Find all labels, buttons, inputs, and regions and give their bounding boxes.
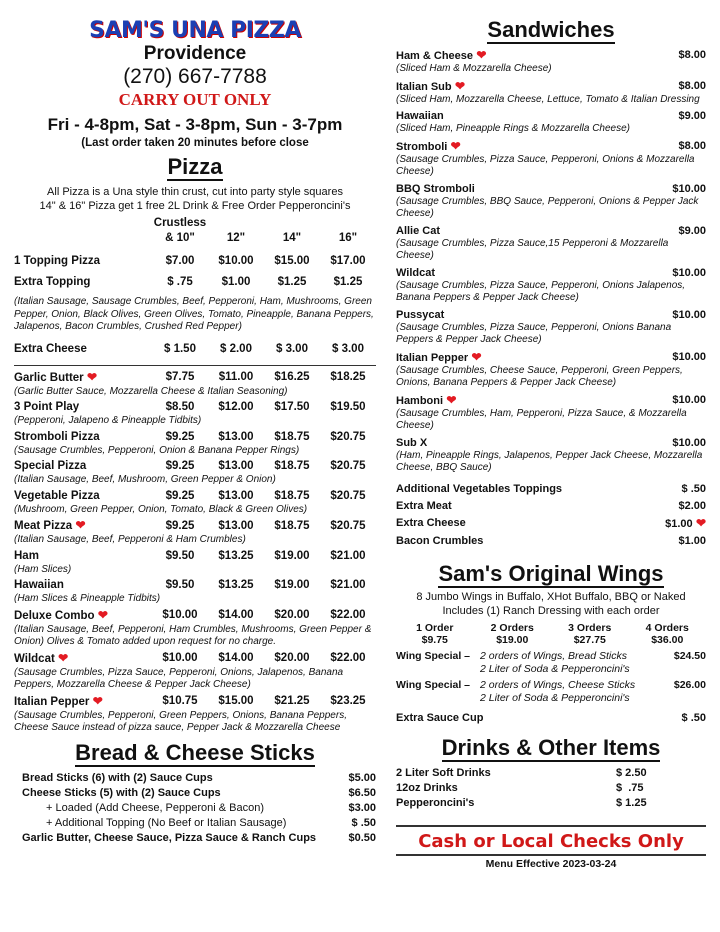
topping-rows	[14, 254, 376, 290]
pizza-price: $20.75	[330, 489, 366, 502]
item-name: Extra Cheese	[14, 342, 87, 355]
pizza-name	[14, 549, 152, 564]
pizza-name	[14, 430, 152, 445]
pizza-price: $10.75	[162, 695, 198, 707]
extra-price-text: $ .50	[681, 482, 706, 495]
bread-price: $3.00	[348, 801, 376, 814]
pizza-desc: (Ham Slices)	[14, 563, 72, 575]
extra-sauce-name: Extra Sauce Cup	[396, 711, 484, 724]
pizza-price: $22.00	[330, 609, 366, 621]
sandwich-row	[396, 308, 706, 322]
sandwich-name	[396, 436, 646, 450]
pizza-name-text: Garlic Butter	[14, 371, 84, 384]
sandwich-desc: (Sausage Crumbles, Ham, Pepperoni, Pizza Sauce, & Mozzarella Cheese)	[396, 407, 687, 431]
pizza-price: $14.00	[218, 652, 254, 664]
right-column	[396, 18, 706, 870]
drinks-list	[396, 766, 706, 811]
extra-cheese-row	[14, 342, 376, 357]
sandwich-desc: (Sliced Ham, Mozzarella Cheese, Lettuce, Tomato & Italian Dressing	[396, 93, 700, 105]
price-row	[14, 275, 376, 290]
extra-name: Extra Cheese	[396, 516, 466, 529]
sandwich-row	[396, 109, 706, 123]
sandwich-item	[396, 224, 706, 263]
pizza-row	[14, 578, 376, 593]
sandwich-name-text: Hawaiian	[396, 110, 444, 122]
sandwich-item	[396, 308, 706, 347]
pizza-row	[14, 518, 376, 534]
pizza-price: $13.25	[218, 549, 254, 562]
pizza-price: $8.50	[165, 401, 195, 413]
sandwich-name-text: Pussycat	[396, 308, 445, 321]
pizza-item	[14, 430, 376, 458]
sandwich-price: $10.00	[672, 266, 706, 279]
pizza-price: $11.00	[218, 371, 254, 383]
sandwich-extras-list	[396, 481, 706, 550]
item-price: $15.00	[274, 255, 310, 267]
sandwich-price: $10.00	[672, 436, 706, 449]
sandwich-price: $10.00	[672, 393, 706, 406]
sandwich-name-text: Italian Sub	[396, 80, 452, 93]
pizza-row	[14, 370, 376, 386]
pizza-row	[14, 694, 376, 710]
wing-order-price: $36.00	[651, 634, 684, 646]
sandwich-price: $10.00	[672, 182, 706, 195]
wing-special-desc	[476, 650, 656, 676]
pizza-price: $13.25	[218, 579, 254, 591]
pizza-price: $10.00	[162, 652, 198, 664]
pizza-price: $19.00	[274, 579, 310, 591]
heart-icon: ❤	[451, 78, 466, 93]
item-price: $1.00	[221, 276, 251, 288]
pizza-name	[14, 694, 152, 710]
item-price: $ 3.00	[276, 342, 308, 355]
wing-special-desc	[476, 679, 656, 705]
wing-order-price: $19.00	[496, 634, 529, 646]
pizza-desc: (Pepperoni, Jalapeno & Pineapple Tidbits)	[14, 415, 202, 426]
price-row	[14, 254, 376, 269]
sandwich-list	[396, 48, 706, 475]
drink-item	[396, 796, 706, 811]
pizza-row	[14, 430, 376, 445]
pizza-desc: (Mushroom, Green Pepper, Onion, Tomato, Black & Green Olives)	[14, 503, 308, 515]
sandwich-item	[396, 350, 706, 390]
left-column	[14, 18, 376, 846]
sandwich-name-text: Stromboli	[396, 140, 448, 153]
bread-name: Bread Sticks (6) with (2) Sauce Cups	[22, 771, 213, 784]
sandwich-row	[396, 79, 706, 94]
wing-special-price: $26.00	[673, 678, 706, 691]
bread-list	[14, 771, 376, 846]
sandwich-price: $9.00	[678, 110, 706, 122]
item-price: $7.00	[165, 255, 195, 267]
bread-price: $0.50	[348, 831, 376, 844]
heart-icon: ❤	[89, 693, 103, 708]
pizza-price: $20.75	[330, 430, 366, 443]
item-price: $ 3.00	[332, 342, 364, 355]
pizza-desc: (Italian Sausage, Beef, Pepperoni, Ham Crumbles, Mushrooms, Green Pepper & Onion) Olives & Tomato added upon request for no charge.	[14, 623, 372, 647]
extra-price-text: $1.00	[678, 534, 706, 547]
pizza-desc: (Ham Slices & Pineapple Tidbits)	[14, 593, 161, 604]
pizza-price: $20.75	[330, 460, 366, 472]
pizza-title: Pizza	[167, 154, 223, 179]
pizza-name-text: Meat Pizza	[14, 520, 73, 532]
extra-sauce-price: $ .50	[681, 711, 706, 724]
heart-icon: ❤	[72, 518, 86, 532]
wing-special	[396, 650, 706, 676]
size-header-row	[14, 216, 376, 246]
wing-special-l2: 2 Liter of Soda & Pepperoncini's	[480, 691, 630, 704]
bread-item	[22, 816, 376, 831]
pizza-price: $12.00	[218, 401, 254, 413]
pizza-price: $9.50	[165, 579, 195, 591]
sandwich-item	[396, 109, 706, 136]
pizza-name	[14, 400, 152, 415]
pizza-name-text: Vegetable Pizza	[14, 489, 100, 502]
extra-row	[396, 498, 706, 515]
pizza-price: $19.50	[330, 401, 366, 413]
pizza-row	[14, 549, 376, 564]
wing-specials	[396, 650, 706, 705]
pizza-price: $21.25	[274, 695, 310, 707]
pizza-desc: (Sausage Crumbles, Pepperoni, Onion & Banana Pepper Rings)	[14, 444, 300, 456]
sandwich-item	[396, 393, 706, 433]
pizza-price: $20.00	[274, 609, 310, 621]
drink-name: 2 Liter Soft Drinks	[396, 766, 491, 779]
pizza-name-text: Italian Pepper	[14, 695, 90, 708]
pizza-price: $21.00	[330, 579, 366, 591]
last-order-note: (Last order taken 20 minutes before close	[81, 137, 309, 149]
bread-price: $5.00	[348, 771, 376, 784]
drink-price: $ 2.50	[616, 766, 647, 779]
bread-item	[22, 786, 376, 801]
wing-orders	[396, 622, 706, 647]
wing-special-l1: 2 orders of Wings, Cheese Sticks	[480, 678, 636, 691]
pizza-price: $23.25	[330, 695, 366, 707]
heart-icon: ❤	[473, 48, 487, 62]
pizza-price: $13.00	[218, 460, 254, 472]
wing-order-label: 3 Orders	[568, 621, 612, 634]
pizza-price: $17.50	[274, 401, 310, 413]
pizza-price: $20.00	[274, 652, 310, 664]
wings-title: Sam's Original Wings	[438, 560, 664, 586]
item-price: $ 1.50	[164, 342, 196, 355]
heart-icon: ❤	[54, 650, 69, 665]
wing-order-price: $9.75	[421, 634, 448, 646]
sandwich-desc: (Sausage Crumbles, Pizza Sauce, Pepperoni, Onions Banana Peppers & Pepper Jack Cheese)	[396, 321, 672, 345]
item-name: Extra Topping	[14, 276, 91, 288]
sandwich-row	[396, 266, 706, 280]
item-price: $ .75	[167, 276, 193, 288]
sandwich-price: $8.00	[678, 79, 706, 92]
pizza-price: $18.75	[274, 519, 310, 532]
sandwich-row	[396, 224, 706, 238]
bread-name: Garlic Butter, Cheese Sauce, Pizza Sauce & Ranch Cups	[22, 831, 317, 844]
pizza-name-text: Special Pizza	[14, 460, 87, 472]
sandwich-desc: (Sausage Crumbles, Cheese Sauce, Pepperoni, Green Peppers, Onions, Banana Peppers & Pepper Jack Cheese)	[396, 364, 683, 388]
pizza-row	[14, 459, 376, 474]
pizza-price: $18.25	[330, 371, 366, 383]
pizza-row	[14, 651, 376, 667]
sandwich-desc: (Ham, Pineapple Rings, Jalapenos, Pepper Jack Cheese, Mozzarella Cheese, BBQ Sauce)	[396, 449, 703, 473]
sandwich-desc: (Sausage Crumbles, Pizza Sauce, Pepperoni, Onions Jalapenos, Banana Peppers & Pepper Jack Cheese)	[396, 279, 686, 303]
pizza-name-text: Stromboli Pizza	[14, 430, 100, 443]
pizza-price: $9.50	[165, 549, 195, 562]
extra-row	[396, 481, 706, 498]
extra-name: Bacon Crumbles	[396, 534, 484, 547]
pizza-price: $13.00	[218, 489, 254, 502]
wing-order-prices	[396, 634, 706, 647]
pizza-price: $13.00	[218, 430, 254, 443]
item-price: $ 2.00	[220, 342, 252, 355]
pizza-price: $18.75	[274, 430, 310, 443]
sandwich-row	[396, 182, 706, 196]
sandwich-item	[396, 266, 706, 305]
sandwich-row	[396, 48, 706, 63]
sandwich-item	[396, 48, 706, 76]
extra-price-text: $1.00	[665, 517, 693, 530]
extra-name: Additional Vegetables Toppings	[396, 482, 563, 495]
pizza-price: $13.00	[218, 519, 254, 532]
phone-number: (270) 667-7788	[123, 65, 267, 88]
size-header: 12"	[226, 232, 246, 244]
pizza-name-text: Wildcat	[14, 652, 55, 665]
wing-order-label: 2 Orders	[490, 621, 534, 634]
extra-name: Extra Meat	[396, 499, 452, 512]
wing-special-price: $24.50	[673, 649, 706, 662]
pizza-intro-2: 14" & 16" Pizza get 1 free 2L Drink & Free Order Pepperoncini's	[39, 200, 351, 212]
extra-row	[396, 515, 706, 533]
price-row	[14, 342, 376, 357]
sandwich-row	[396, 139, 706, 154]
wing-special	[396, 679, 706, 705]
brand-title: SAM'S UNA PIZZA	[89, 18, 301, 43]
pizza-item	[14, 370, 376, 399]
pizza-item	[14, 608, 376, 649]
sandwich-name	[396, 224, 646, 238]
pizza-item	[14, 578, 376, 606]
sandwich-name	[396, 139, 646, 154]
bread-item	[22, 771, 376, 786]
sandwich-desc: (Sliced Ham, Pineapple Rings & Mozzarella Cheese)	[396, 123, 630, 134]
pizza-intro-1: All Pizza is a Una style thin crust, cut into party style squares	[47, 186, 343, 198]
pizza-name	[14, 459, 152, 474]
pizza-name	[14, 578, 152, 593]
sandwich-price: $8.00	[678, 139, 706, 152]
city-name: Providence	[143, 43, 247, 64]
wing-special-l1: 2 orders of Wings, Bread Sticks	[480, 649, 627, 662]
sandwich-price: $10.00	[672, 308, 706, 321]
item-price: $1.25	[277, 276, 307, 288]
drink-item	[396, 781, 706, 796]
menu-effective-date: Menu Effective 2023-03-24	[485, 857, 617, 870]
extra-row	[396, 533, 706, 550]
sandwich-price: $8.00	[678, 49, 706, 61]
pizza-price: $18.75	[274, 489, 310, 502]
bread-name: + Additional Topping (No Beef or Italian Sausage)	[46, 816, 287, 829]
pizza-price: $16.25	[274, 371, 310, 383]
bread-price: $6.50	[348, 786, 376, 799]
specialty-pizza-list	[14, 370, 376, 735]
bread-title: Bread & Cheese Sticks	[75, 739, 315, 765]
sandwich-name-text: Allie Cat	[396, 224, 441, 237]
sandwich-desc: (Sausage Crumbles, Pizza Sauce, Pepperoni, Onions & Mozzarella Cheese)	[396, 153, 695, 177]
sandwich-name-text: Sub X	[396, 436, 428, 449]
heart-icon: ❤	[83, 369, 98, 384]
bread-item	[22, 831, 376, 846]
pizza-row	[14, 400, 376, 415]
pizza-name	[14, 370, 152, 386]
pizza-name-text: Hawaiian	[14, 579, 64, 591]
pizza-price: $14.00	[218, 609, 254, 621]
pizza-price: $18.75	[274, 460, 310, 472]
sandwich-name-text: Hamboni	[396, 394, 444, 407]
drink-name: Pepperoncini's	[396, 796, 475, 809]
wing-special-l2: 2 Liter of Soda & Pepperoncini's	[480, 662, 630, 675]
pizza-item	[14, 400, 376, 428]
sandwich-row	[396, 436, 706, 450]
pizza-row	[14, 608, 376, 624]
pizza-item	[14, 651, 376, 692]
wing-special-label: Wing Special –	[396, 649, 471, 662]
bread-name: + Loaded (Add Cheese, Pepperoni & Bacon)	[46, 801, 265, 814]
pizza-price: $7.75	[165, 371, 195, 383]
item-price: $1.25	[333, 276, 363, 288]
heart-icon: ❤	[443, 392, 457, 407]
sandwich-name-text: Wildcat	[396, 266, 436, 279]
wings-desc-1: 8 Jumbo Wings in Buffalo, XHot Buffalo, BBQ or Naked	[416, 590, 686, 603]
heart-icon: ❤	[447, 138, 461, 153]
pizza-name	[14, 651, 152, 667]
pizza-name	[14, 608, 152, 624]
pizza-price: $19.00	[274, 549, 310, 562]
extra-price	[646, 533, 706, 550]
pizza-name-text: 3 Point Play	[14, 401, 80, 413]
extra-price	[646, 498, 706, 515]
bread-price: $ .50	[351, 816, 376, 829]
sandwich-name	[396, 182, 646, 196]
sandwich-item	[396, 182, 706, 221]
sandwich-name	[396, 79, 646, 94]
wing-order-label: 4 Orders	[645, 621, 689, 634]
sandwich-desc: (Sausage Crumbles, BBQ Sauce, Pepperoni, Onions & Pepper Jack Cheese)	[396, 195, 699, 219]
drink-price: $ .75	[616, 781, 644, 794]
sandwich-name-text: Ham & Cheese	[396, 50, 474, 62]
bread-name: Cheese Sticks (5) with (2) Sauce Cups	[22, 786, 221, 799]
pizza-price: $20.75	[330, 519, 366, 532]
extra-price	[646, 515, 706, 533]
pizza-name	[14, 518, 152, 534]
sandwich-name	[396, 266, 646, 280]
sandwich-name	[396, 393, 646, 408]
item-price: $17.00	[330, 255, 366, 267]
extra-sauce-row	[396, 711, 706, 726]
drink-price: $ 1.25	[616, 796, 647, 809]
sandwich-item	[396, 79, 706, 107]
heart-icon: ❤	[468, 349, 482, 364]
sandwich-desc: (Sausage Crumbles, Pizza Sauce,15 Pepperoni & Mozzarella Cheese)	[396, 237, 669, 261]
pizza-name	[14, 489, 152, 504]
size-header: 16"	[338, 232, 358, 244]
sandwich-price: $9.00	[678, 224, 706, 237]
pizza-price: $21.00	[330, 549, 366, 562]
pizza-price: $9.25	[165, 489, 195, 502]
wing-order-price: $27.75	[573, 634, 606, 646]
wings-desc-2: Includes (1) Ranch Dressing with each order	[442, 604, 660, 617]
pizza-item	[14, 489, 376, 517]
bread-item	[22, 801, 376, 816]
sandwich-name-text: Italian Pepper	[396, 351, 469, 364]
pizza-price: $9.25	[165, 430, 195, 443]
sandwich-name	[396, 48, 646, 63]
pizza-name-text: Ham	[14, 549, 39, 562]
pizza-item	[14, 694, 376, 735]
sandwich-name	[396, 308, 646, 322]
drink-name: 12oz Drinks	[396, 781, 458, 794]
pizza-desc: (Italian Sausage, Beef, Mushroom, Green Pepper & Onion)	[14, 474, 276, 485]
pizza-desc: (Sausage Crumbles, Pepperoni, Green Peppers, Onions, Banana Peppers, Cheese Sauce instead of pizza sauce, Pepper Jack & Mozzarella Cheese	[14, 709, 347, 733]
sandwich-row	[396, 393, 706, 408]
pizza-price: $9.25	[165, 519, 195, 532]
wing-order-labels	[396, 622, 706, 635]
pizza-item	[14, 518, 376, 547]
sandwich-name	[396, 109, 646, 123]
pizza-price: $15.00	[218, 695, 254, 707]
carry-out-notice: CARRY OUT ONLY	[118, 90, 272, 109]
heart-icon: ❤	[692, 515, 706, 530]
sandwich-row	[396, 350, 706, 365]
size-header: Crustless & 10"	[153, 217, 207, 244]
sandwich-name-text: BBQ Stromboli	[396, 182, 475, 195]
item-name: 1 Topping Pizza	[14, 255, 101, 267]
sandwich-item	[396, 139, 706, 179]
wing-order-label: 1 Order	[416, 621, 454, 634]
sandwich-name	[396, 350, 646, 365]
heart-icon: ❤	[94, 607, 108, 622]
hours: Fri - 4-8pm, Sat - 3-8pm, Sun - 3-7pm	[47, 115, 343, 134]
pizza-price: $9.25	[165, 460, 195, 472]
pizza-item	[14, 459, 376, 487]
wing-special-label: Wing Special –	[396, 678, 471, 691]
pizza-price: $10.00	[162, 609, 198, 621]
drink-item	[396, 766, 706, 781]
extra-price	[646, 481, 706, 498]
pizza-desc: (Sausage Crumbles, Pizza Sauce, Pepperoni, Onions, Jalapenos, Banana Peppers, Mozzarella Cheese & Pepper Jack Cheese)	[14, 666, 344, 690]
toppings-list: (Italian Sausage, Sausage Crumbles, Beef, Pepperoni, Ham, Mushrooms, Green Pepper, Onion, Black Olives, Green Olives, Tomato, Pineapple, Banana Peppers, Jalapenos, Bacon Crumbles, Crushed Red Pepper)	[14, 296, 374, 332]
sandwich-item	[396, 436, 706, 475]
pizza-name-text: Deluxe Combo	[14, 609, 95, 622]
item-price: $10.00	[218, 255, 254, 267]
pizza-item	[14, 549, 376, 577]
pizza-row	[14, 489, 376, 504]
sandwiches-title: Sandwiches	[487, 17, 615, 42]
sandwich-desc: (Sliced Ham & Mozzarella Cheese)	[396, 63, 552, 74]
pizza-price: $22.00	[330, 652, 366, 664]
sandwich-price: $10.00	[672, 350, 706, 363]
pizza-desc: (Italian Sausage, Beef, Pepperoni & Ham Crumbles)	[14, 534, 246, 545]
extra-price-text: $2.00	[678, 499, 706, 512]
drinks-title: Drinks & Other Items	[441, 734, 661, 760]
payment-notice: Cash or Local Checks Only	[418, 830, 684, 852]
pizza-desc: (Garlic Butter Sauce, Mozzarella Cheese & Italian Seasoning)	[14, 385, 288, 397]
size-header: 14"	[282, 232, 302, 244]
